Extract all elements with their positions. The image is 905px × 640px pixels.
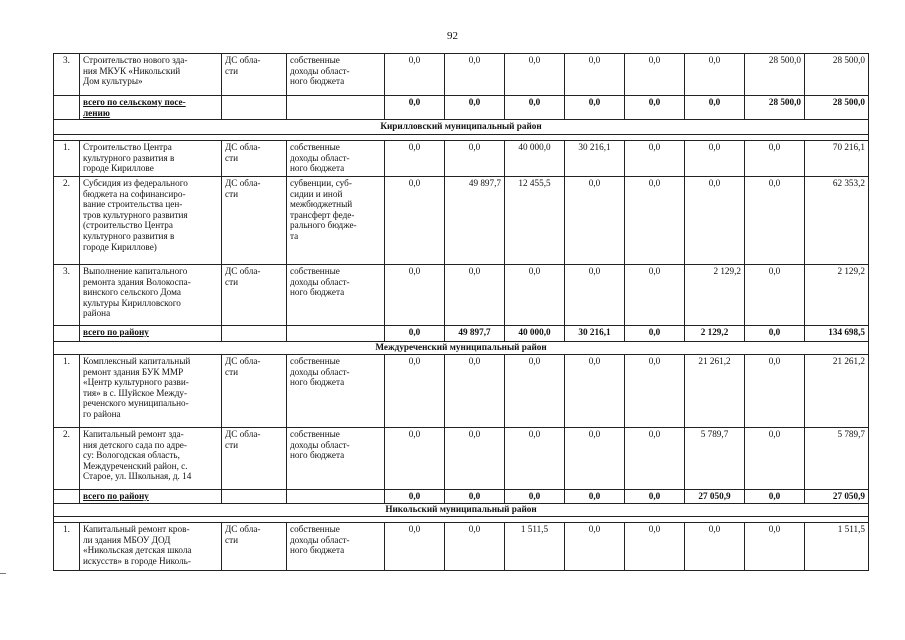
section-title-kirillovsky: Кирилловский муниципальный район bbox=[54, 120, 869, 135]
row-index: 1. bbox=[54, 355, 80, 428]
value-cell: 40 000,0 bbox=[505, 141, 565, 177]
value-cell: 0,0 bbox=[445, 355, 505, 428]
project-name: Строительство Центра культурного развития в городе Кириллове bbox=[80, 141, 222, 177]
value-cell: 0,0 bbox=[685, 54, 745, 96]
value-cell: 0,0 bbox=[445, 54, 505, 96]
value-cell: 0,0 bbox=[385, 428, 445, 490]
total-value: 0,0 bbox=[625, 96, 685, 120]
value-cell: 0,0 bbox=[625, 428, 685, 490]
value-cell: 28 500,0 bbox=[745, 54, 805, 96]
total-value: 0,0 bbox=[445, 490, 505, 504]
total-label: всего по сельскому посе- лению bbox=[80, 96, 222, 120]
total-row bbox=[54, 96, 869, 120]
value-cell: 0,0 bbox=[745, 428, 805, 490]
total-value: 0,0 bbox=[565, 96, 625, 120]
total-value: 0,0 bbox=[505, 96, 565, 120]
value-cell: 0,0 bbox=[625, 54, 685, 96]
empty-cell bbox=[222, 96, 287, 120]
value-cell: 12 455,5 bbox=[505, 177, 565, 265]
value-cell: 1 511,5 bbox=[805, 523, 869, 571]
empty-cell bbox=[54, 490, 80, 504]
section-title-mezhdurechensky: Междуреченский муниципальный район bbox=[54, 342, 869, 355]
table-row bbox=[54, 428, 869, 490]
total-value: 30 216,1 bbox=[565, 326, 625, 342]
total-label: всего по району bbox=[80, 326, 222, 342]
funding-source: собственные доходы област- ного бюджета bbox=[287, 265, 385, 326]
value-cell: 30 216,1 bbox=[565, 141, 625, 177]
value-cell: 0,0 bbox=[685, 177, 745, 265]
value-cell: 70 216,1 bbox=[805, 141, 869, 177]
budget-table bbox=[53, 53, 869, 571]
value-cell: 0,0 bbox=[565, 265, 625, 326]
value-cell: 0,0 bbox=[625, 177, 685, 265]
value-cell: 21 261,2 bbox=[685, 355, 745, 428]
margin-mark bbox=[0, 573, 6, 574]
value-cell: 0,0 bbox=[385, 177, 445, 265]
total-value: 134 698,5 bbox=[805, 326, 869, 342]
value-cell: 0,0 bbox=[385, 54, 445, 96]
value-cell: 28 500,0 bbox=[805, 54, 869, 96]
project-name: Капитальный ремонт зда- ния детского сада по адре- су: Вологодская область, Междуреченский район, с. Старое, ул. Школьная, д. 14 bbox=[80, 428, 222, 490]
row-index: 3. bbox=[54, 265, 80, 326]
table-row bbox=[54, 141, 869, 177]
executor: ДС обла- сти bbox=[222, 265, 287, 326]
total-value: 27 050,9 bbox=[805, 490, 869, 504]
value-cell: 0,0 bbox=[565, 177, 625, 265]
total-value: 0,0 bbox=[685, 96, 745, 120]
value-cell: 0,0 bbox=[625, 355, 685, 428]
project-name: Субсидия из федерального бюджета на софинансиро- вание строительства цен- тров культурного развития (строительство Центра культурного развития в городе Кириллове) bbox=[80, 177, 222, 265]
funding-source: собственные доходы област- ного бюджета bbox=[287, 523, 385, 571]
empty-cell bbox=[222, 326, 287, 342]
project-name: Строительство нового зда- ния МКУК «Никольский Дом культуры» bbox=[80, 54, 222, 96]
project-name: Выполнение капитального ремонта здания Волокоспа- винского сельского Дома культуры Кирилловского района bbox=[80, 265, 222, 326]
total-value: 0,0 bbox=[385, 96, 445, 120]
executor: ДС обла- сти bbox=[222, 523, 287, 571]
section-title-nikolsky: Никольский муниципальный район bbox=[54, 504, 869, 517]
value-cell: 0,0 bbox=[505, 355, 565, 428]
value-cell: 0,0 bbox=[385, 523, 445, 571]
total-value: 2 129,2 bbox=[685, 326, 745, 342]
funding-source: собственные доходы област- ного бюджета bbox=[287, 141, 385, 177]
total-row bbox=[54, 490, 869, 504]
value-cell: 0,0 bbox=[505, 265, 565, 326]
total-value: 40 000,0 bbox=[505, 326, 565, 342]
value-cell: 0,0 bbox=[565, 54, 625, 96]
value-cell: 0,0 bbox=[445, 428, 505, 490]
value-cell: 62 353,2 bbox=[805, 177, 869, 265]
value-cell: 0,0 bbox=[565, 355, 625, 428]
value-cell: 0,0 bbox=[685, 523, 745, 571]
executor: ДС обла- сти bbox=[222, 177, 287, 265]
funding-source: собственные доходы област- ного бюджета bbox=[287, 54, 385, 96]
table-row bbox=[54, 523, 869, 571]
row-index: 3. bbox=[54, 54, 80, 96]
total-value: 0,0 bbox=[625, 490, 685, 504]
table-row bbox=[54, 54, 869, 96]
empty-cell bbox=[54, 326, 80, 342]
executor: ДС обла- сти bbox=[222, 355, 287, 428]
value-cell: 0,0 bbox=[745, 177, 805, 265]
funding-source: собственные доходы област- ного бюджета bbox=[287, 428, 385, 490]
value-cell: 0,0 bbox=[445, 265, 505, 326]
table-row bbox=[54, 177, 869, 265]
executor: ДС обла- сти bbox=[222, 54, 287, 96]
empty-cell bbox=[54, 96, 80, 120]
value-cell: 0,0 bbox=[685, 141, 745, 177]
total-value: 0,0 bbox=[385, 490, 445, 504]
total-row bbox=[54, 326, 869, 342]
value-cell: 0,0 bbox=[445, 523, 505, 571]
value-cell: 5 789,7 bbox=[805, 428, 869, 490]
value-cell: 0,0 bbox=[385, 265, 445, 326]
row-index: 1. bbox=[54, 523, 80, 571]
empty-cell bbox=[287, 96, 385, 120]
total-value: 49 897,7 bbox=[445, 326, 505, 342]
value-cell: 0,0 bbox=[745, 523, 805, 571]
table-row bbox=[54, 355, 869, 428]
value-cell: 0,0 bbox=[745, 265, 805, 326]
empty-cell bbox=[287, 326, 385, 342]
total-value: 27 050,9 bbox=[685, 490, 745, 504]
value-cell: 0,0 bbox=[505, 54, 565, 96]
project-name: Капитальный ремонт кров- ли здания МБОУ ДОД «Никольская детская школа искусств» в городе Николь- bbox=[80, 523, 222, 571]
funding-source: субвенции, суб- сидии и иной межбюджетный трансферт феде- рального бюдже- та bbox=[287, 177, 385, 265]
value-cell: 0,0 bbox=[625, 523, 685, 571]
value-cell: 0,0 bbox=[745, 355, 805, 428]
executor: ДС обла- сти bbox=[222, 428, 287, 490]
value-cell: 5 789,7 bbox=[685, 428, 745, 490]
total-value: 0,0 bbox=[565, 490, 625, 504]
total-value: 28 500,0 bbox=[805, 96, 869, 120]
table-row bbox=[54, 265, 869, 326]
value-cell: 0,0 bbox=[505, 428, 565, 490]
value-cell: 0,0 bbox=[625, 141, 685, 177]
total-value: 0,0 bbox=[385, 326, 445, 342]
funding-source: собственные доходы област- ного бюджета bbox=[287, 355, 385, 428]
value-cell: 21 261,2 bbox=[805, 355, 869, 428]
value-cell: 2 129,2 bbox=[685, 265, 745, 326]
empty-cell bbox=[287, 490, 385, 504]
row-index: 1. bbox=[54, 141, 80, 177]
value-cell: 0,0 bbox=[565, 428, 625, 490]
project-name: Комплексный капитальный ремонт здания БУК ММР «Центр культурного разви- тия» в с. Шуйское Между- реченского муниципально- го района bbox=[80, 355, 222, 428]
section-row bbox=[54, 120, 869, 135]
executor: ДС обла- сти bbox=[222, 141, 287, 177]
row-index: 2. bbox=[54, 428, 80, 490]
value-cell: 0,0 bbox=[625, 265, 685, 326]
total-value: 0,0 bbox=[745, 490, 805, 504]
value-cell: 0,0 bbox=[385, 141, 445, 177]
value-cell: 0,0 bbox=[565, 523, 625, 571]
value-cell: 0,0 bbox=[445, 141, 505, 177]
total-value: 28 500,0 bbox=[745, 96, 805, 120]
total-value: 0,0 bbox=[745, 326, 805, 342]
total-label: всего по району bbox=[80, 490, 222, 504]
section-row bbox=[54, 504, 869, 517]
value-cell: 49 897,7 bbox=[445, 177, 505, 265]
value-cell: 0,0 bbox=[745, 141, 805, 177]
value-cell: 1 511,5 bbox=[505, 523, 565, 571]
page-number: 92 bbox=[447, 30, 458, 42]
total-value: 0,0 bbox=[625, 326, 685, 342]
value-cell: 0,0 bbox=[385, 355, 445, 428]
value-cell: 2 129,2 bbox=[805, 265, 869, 326]
total-value: 0,0 bbox=[445, 96, 505, 120]
row-index: 2. bbox=[54, 177, 80, 265]
total-value: 0,0 bbox=[505, 490, 565, 504]
section-row bbox=[54, 342, 869, 355]
empty-cell bbox=[222, 490, 287, 504]
